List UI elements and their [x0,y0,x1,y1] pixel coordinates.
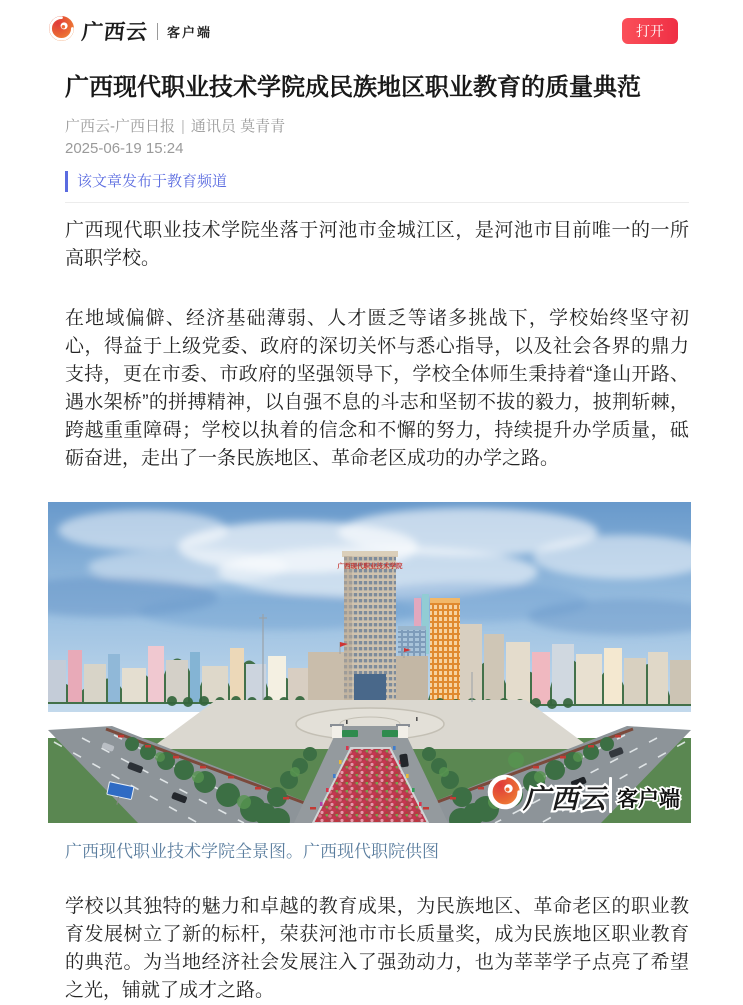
page-header [0,0,743,59]
guangxi-cloud-logo[interactable] [48,15,212,47]
article-photo[interactable] [48,502,691,823]
watermark-suffix-text: 客户端 [617,788,680,811]
paragraph: 广西现代职业技术学院坐落于河池市金城江区，是河池市目前唯一的一所高职学校。 [65,220,689,269]
brand-suffix: 客户端 [167,24,213,40]
article-author: 通讯员 莫青青 [190,118,286,135]
phoenix-swirl-icon [48,15,75,47]
open-app-button[interactable]: 打开 [622,18,678,44]
channel-notice-link[interactable]: 该文章发布于教育频道 [65,171,689,192]
brand-name: 广西云 [80,21,150,44]
article-title: 广西现代职业技术学院成民族地区职业教育的质量典范 [65,74,641,101]
article-body [65,71,689,1005]
paragraph: 学校以其独特的魅力和卓越的教育成果，为民族地区、革命老区的职业教育发展树立了新的标杆，荣获河池市市长质量奖，成为民族地区职业教育的典范。为当地经济社会发展注入了强劲动力，也为莘莘学子点亮了希望之光，铺就了成才之路。 [65,896,689,1001]
campus-panorama-illustration [48,502,691,823]
watermark-brand-text: 广西云 [523,784,607,814]
photo-caption: 广西现代职业技术学院全景图。广西现代职院供图 [65,842,439,861]
article-source: 广西云-广西日报 [65,118,175,135]
paragraph: 在地域偏僻、经济基础薄弱、人才匮乏等诸多挑战下，学校始终坚守初心，得益于上级党委、政府的深切关怀与悉心指导，以及社会各界的鼎力支持，更在市委、市政府的坚强领导下，学校全体师生秉持着“逢山开路、遇水架桥”的拼搏精神，以自强不息的斗志和坚韧不拔的毅力，披荆斩棘，跨越重重障碍；学校以执着的信念和不懈的努力，持续提升办学质量，砥砺奋进，走出了一条民族地区、革命老区成功的办学之路。 [65,308,689,469]
orange-tower [430,598,460,704]
byline-separator: | [181,118,185,135]
building-sign-text: 广西现代职业技术学院 [337,563,403,570]
publish-time: 2025-06-19 15:24 [65,140,184,157]
header-divider [65,202,689,203]
article-byline [65,117,689,137]
brand-divider [157,23,158,40]
